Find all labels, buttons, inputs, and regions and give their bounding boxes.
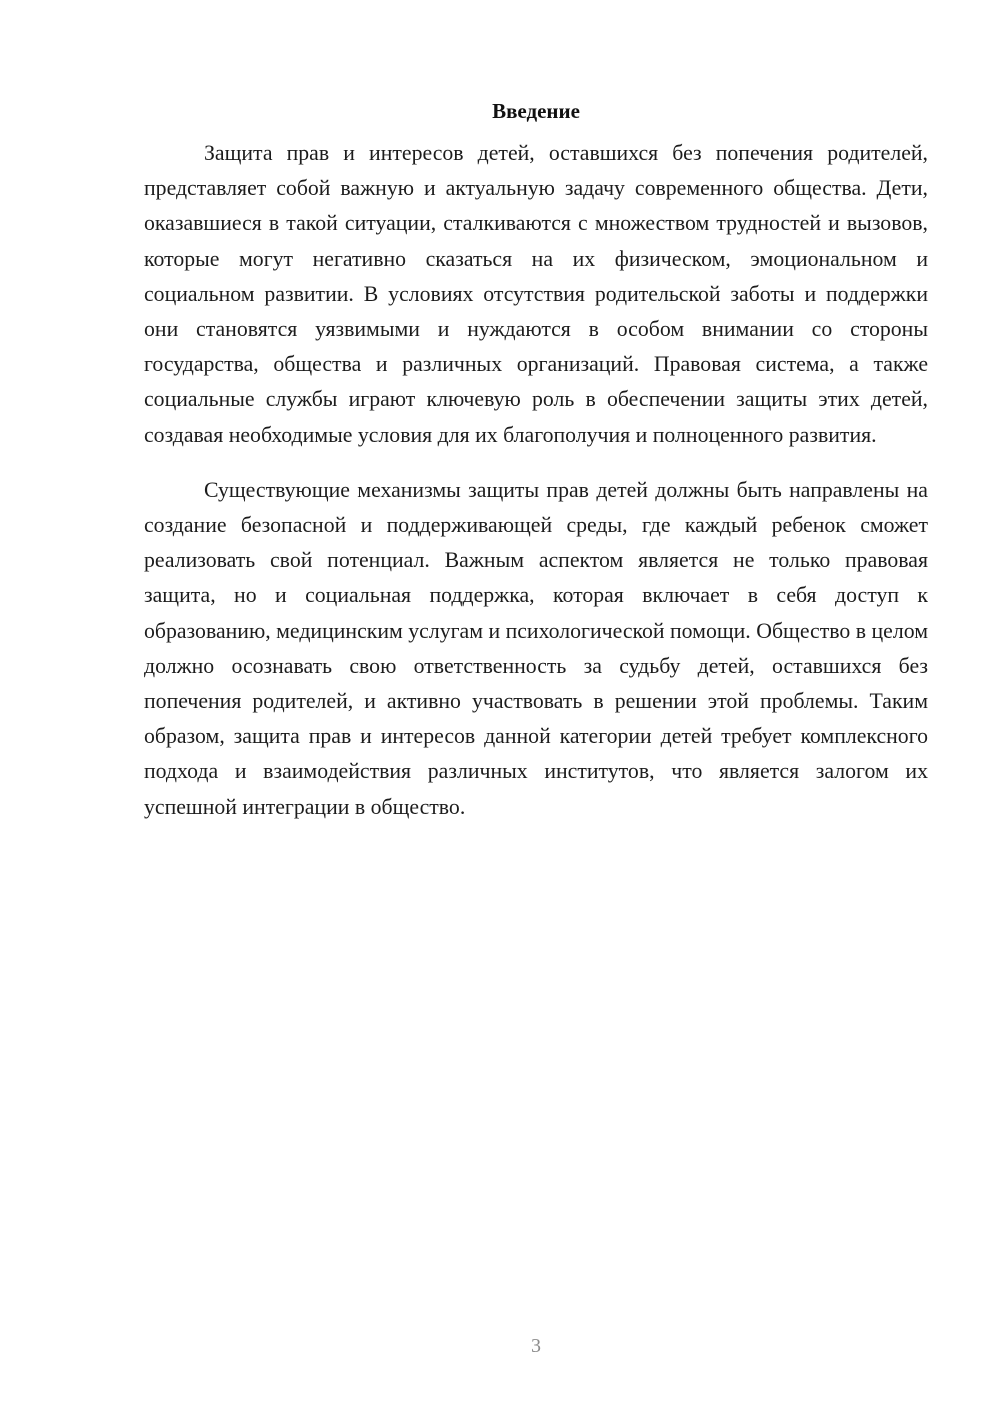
page-number: 3 [531,1335,541,1357]
body-paragraph-1: Защита прав и интересов детей, оставшихся без попечения родителей, представляет собой важную и актуальную задачу современного общества. Дети, оказавшиеся в такой ситуации, сталкиваются с множеством трудностей и вызовов, которые могут негативно сказаться на их физическом, эмоциональном и социальном развитии. В условиях отсутствия родительской заботы и поддержки они становятся уязвимыми и нуждаются в особом внимании со стороны государства, общества и различных организаций. Правовая система, а также социальные службы играют ключевую роль в обеспечении защиты этих детей, создавая необходимые условия для их благополучия и полноценного развития. [144,141,928,447]
page-content [144,96,928,825]
body-paragraph-2: Существующие механизмы защиты прав детей должны быть направлены на создание безопасной и поддерживающей среды, где каждый ребенок сможет реализовать свой потенциал. Важным аспектом является не только правовая защита, но и социальная поддержка, которая включает в себя доступ к образованию, медицинским услугам и психологической помощи. Общество в целом должно осознавать свою ответственность за судьбу детей, оставшихся без попечения родителей, и активно участвовать в решении этой проблемы. Таким образом, защита прав и интересов данной категории детей требует комплексного подхода и взаимодействия различных институтов, что является залогом их успешной интеграции в общество. [144,477,928,819]
section-heading: Введение [492,99,580,123]
